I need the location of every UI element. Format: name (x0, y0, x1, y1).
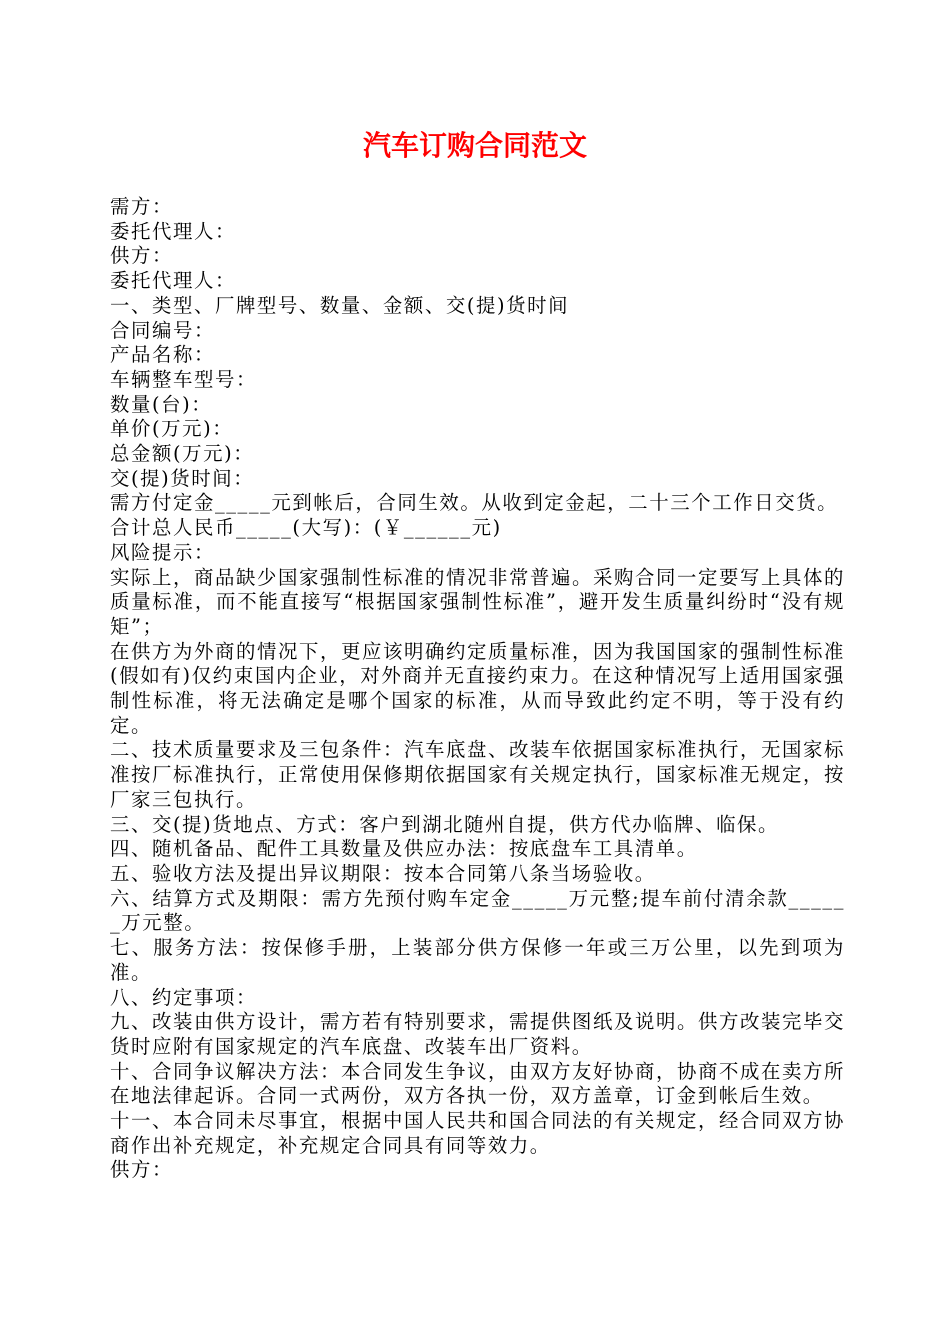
text-line: 产品名称： (110, 343, 215, 367)
paragraph: 需方付定金_____元到帐后，合同生效。从收到定金起，二十三个工作日交货。 (110, 491, 839, 515)
section-paragraph: 四、随机备品、配件工具数量及供应办法：按底盘车工具清单。 (110, 837, 698, 861)
paragraph: 在供方为外商的情况下，更应该明确约定质量标准，因为我国国家的强制性标准(假如有)仅约束国内企业，对外商并无直接约束力。在这种情况写上适用国家强制性标准，将无法确定是哪个国家的标准，从而导致此约定不明，等于没有约定。 (110, 639, 845, 737)
text-line: 供方： (110, 244, 173, 268)
text-line: 风险提示： (110, 540, 215, 564)
section-paragraph: 十、合同争议解决方法：本合同发生争议，由双方友好协商，协商不成在卖方所在地法律起诉。合同一式两份，双方各执一份，双方盖章，订金到帐后生效。 (110, 1059, 845, 1108)
section-heading: 一、类型、厂牌型号、数量、金额、交(提)货时间 (110, 293, 570, 317)
text-line: 合计总人民币_____(大写)：(￥______元) (110, 516, 502, 540)
section-paragraph: 二、技术质量要求及三包条件：汽车底盘、改装车依据国家标准执行，无国家标准按厂标准执行，正常使用保修期依据国家有关规定执行，国家标准无规定，按厂家三包执行。 (110, 738, 845, 811)
paragraph: 实际上，商品缺少国家强制性标准的情况非常普遍。采购合同一定要写上具体的质量标准，而不能直接写“根据国家强制性标准”，避开发生质量纠纷时“没有规矩”； (110, 565, 845, 638)
text-line: 交(提)货时间： (110, 466, 255, 490)
text-line: 数量(台)： (110, 392, 213, 416)
text-line: 供方： (110, 1158, 173, 1182)
text-line: 委托代理人： (110, 269, 236, 293)
section-paragraph: 五、验收方法及提出异议期限：按本合同第八条当场验收。 (110, 861, 656, 885)
section-paragraph: 八、约定事项： (110, 985, 257, 1009)
section-paragraph: 十一、本合同未尽事宜，根据中国人民共和国合同法的有关规定，经合同双方协商作出补充规定，补充规定合同具有同等效力。 (110, 1109, 845, 1157)
text-line: 需方： (110, 195, 173, 218)
text-line: 车辆整车型号： (110, 367, 257, 391)
text-line: 总金额(万元)： (110, 442, 255, 466)
document-body (110, 195, 845, 1183)
text-line: 合同编号： (110, 318, 215, 342)
section-paragraph: 三、交(提)货地点、方式：客户到湖北随州自提，供方代办临牌、临保。 (110, 812, 780, 836)
section-paragraph: 七、服务方法：按保修手册，上装部分供方保修一年或三万公里，以先到项为准。 (110, 936, 845, 984)
section-paragraph: 六、结算方式及期限：需方先预付购车定金_____万元整;提车前付清余款______万元整。 (110, 886, 845, 935)
section-paragraph: 九、改装由供方设计，需方若有特别要求，需提供图纸及说明。供方改装完毕交货时应附有国家规定的汽车底盘、改装车出厂资料。 (110, 1010, 845, 1058)
document-title: 汽车订购合同范文 (362, 129, 587, 162)
text-line: 单价(万元)： (110, 417, 234, 441)
text-line: 委托代理人： (110, 219, 236, 243)
